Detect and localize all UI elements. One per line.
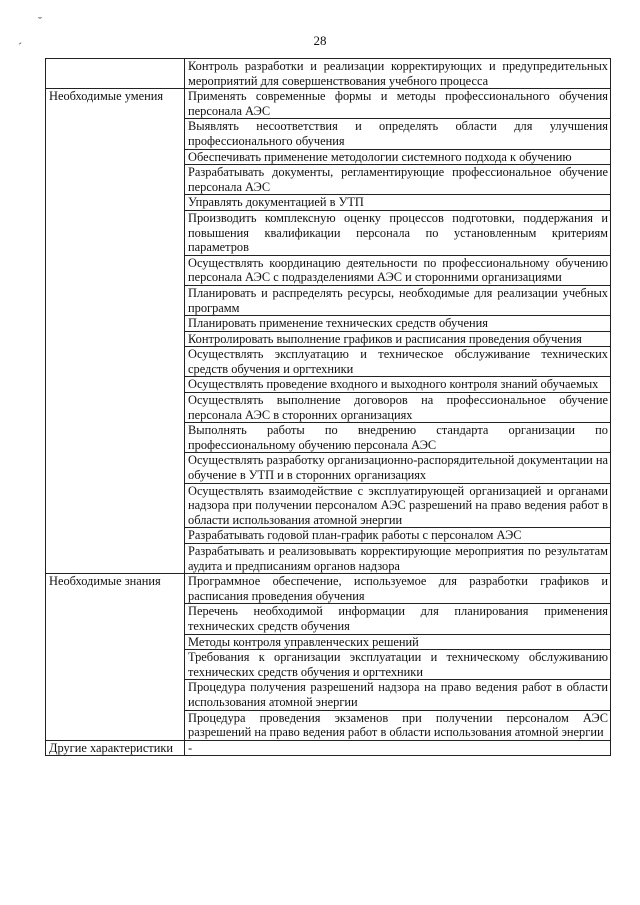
section-label (46, 574, 185, 741)
requirement-text: Обеспечивать применение методологии системного подхода к обучению (188, 149, 572, 164)
requirement-text: Процедура получения разрешений надзора на право ведения работ в области использования атомной энергии (188, 680, 608, 709)
requirement-cell (185, 393, 611, 423)
section-label (46, 89, 185, 574)
requirement-text: Применять современные формы и методы профессионального обучения персонала АЭС (188, 89, 608, 118)
table-row (46, 89, 611, 119)
requirement-text: Осуществлять взаимодействие с эксплуатирующей организацией и органами надзора при получении персоналом АЭС разрешений на право ведения работ в области использования атомной энергии (188, 483, 608, 527)
requirement-text: Выявлять несоответствия и определять области для улучшения профессионального обучения (188, 119, 608, 148)
requirement-cell (185, 544, 611, 574)
requirement-cell (185, 650, 611, 680)
section-label (46, 59, 185, 89)
requirement-cell (185, 740, 611, 756)
requirement-text: - (188, 740, 193, 755)
table-row (46, 59, 611, 89)
requirement-text: Выполнять работы по внедрению стандарта организации по профессиональному обучению персонала АЭС (188, 423, 608, 452)
requirement-cell (185, 285, 611, 315)
requirement-text: Программное обеспечение, используемое для разработки графиков и расписания проведения обучения (188, 574, 608, 603)
requirement-text: Производить комплексную оценку процессов подготовки, поддержания и повышения квалификации персонала по установленным критериям параметров (188, 210, 608, 255)
requirement-cell (185, 89, 611, 119)
requirement-text: Разрабатывать документы, регламентирующие профессиональное обучение персонала АЭС (188, 165, 608, 194)
requirement-text: Разрабатывать и реализовывать корректирующие мероприятия по результатам аудита и предписаниям органов надзора (188, 544, 608, 573)
requirement-cell (185, 210, 611, 255)
requirement-cell (185, 195, 611, 211)
requirement-cell (185, 377, 611, 393)
section-label-text: Необходимые знания (49, 574, 161, 589)
requirement-text: Планировать применение технических средств обучения (188, 316, 488, 331)
requirement-cell (185, 331, 611, 347)
requirement-text: Разрабатывать годовой план-график работы с персоналом АЭС (188, 528, 522, 543)
requirement-cell (185, 423, 611, 453)
requirement-text: Осуществлять координацию деятельности по профессиональному обучению персонала АЭС с подразделениями АЭС и сторонними организациями (188, 255, 608, 285)
requirement-cell (185, 59, 611, 89)
requirement-text: Осуществлять разработку организационно-распорядительной документации на обучение в УТП и в сторонних организациях (188, 453, 609, 483)
requirement-cell (185, 483, 611, 528)
page-number: 28 (313, 33, 327, 48)
section-label-text: Другие характеристики (49, 740, 174, 755)
requirement-text: Контроль разработки и реализации корректирующих и предупредительных мероприятий для совершенствования учебного процесса (188, 59, 608, 88)
requirement-text: Методы контроля управленческих решений (188, 634, 419, 649)
requirement-cell (185, 634, 611, 650)
requirement-cell (185, 119, 611, 149)
table-row (46, 574, 611, 604)
requirement-text: Процедура проведения экзаменов при получении персоналом АЭС разрешений на право ведения работ в области использования атомной энергии (188, 710, 608, 740)
competency-table (45, 58, 611, 756)
requirement-text: Осуществлять проведение входного и выходного контроля знаний обучаемых (188, 377, 599, 392)
requirement-cell (185, 165, 611, 195)
requirement-text: Управлять документацией в УТП (188, 195, 364, 210)
requirement-cell (185, 680, 611, 710)
section-label (46, 740, 185, 756)
section-label-text: Необходимые умения (49, 89, 164, 104)
table-row (46, 740, 611, 756)
requirement-text: Перечень необходимой информации для планирования применения технических средств обучения (188, 604, 608, 633)
scan-mark: ˘ (38, 14, 42, 28)
requirement-cell (185, 710, 611, 740)
requirement-text: Осуществлять эксплуатацию и техническое обслуживание технических средств обучения и оргтехники (188, 347, 608, 376)
requirement-text: Осуществлять выполнение договоров на профессиональное обучение персонала АЭС в сторонних организациях (188, 393, 608, 422)
requirement-cell (185, 528, 611, 544)
requirement-text: Планировать и распределять ресурсы, необходимые для реализации учебных программ (188, 285, 608, 315)
scan-mark: ´ (18, 40, 22, 54)
requirement-text: Контролировать выполнение графиков и расписания проведения обучения (188, 331, 582, 346)
requirement-cell (185, 574, 611, 604)
competency-table-body (46, 59, 611, 756)
requirement-cell (185, 347, 611, 377)
requirement-cell (185, 255, 611, 285)
requirement-cell (185, 604, 611, 634)
requirement-cell (185, 453, 611, 483)
requirement-text: Требования к организации эксплуатации и техническому обслуживанию технических средств обучения и оргтехники (188, 650, 608, 679)
requirement-cell (185, 149, 611, 165)
requirement-cell (185, 316, 611, 332)
